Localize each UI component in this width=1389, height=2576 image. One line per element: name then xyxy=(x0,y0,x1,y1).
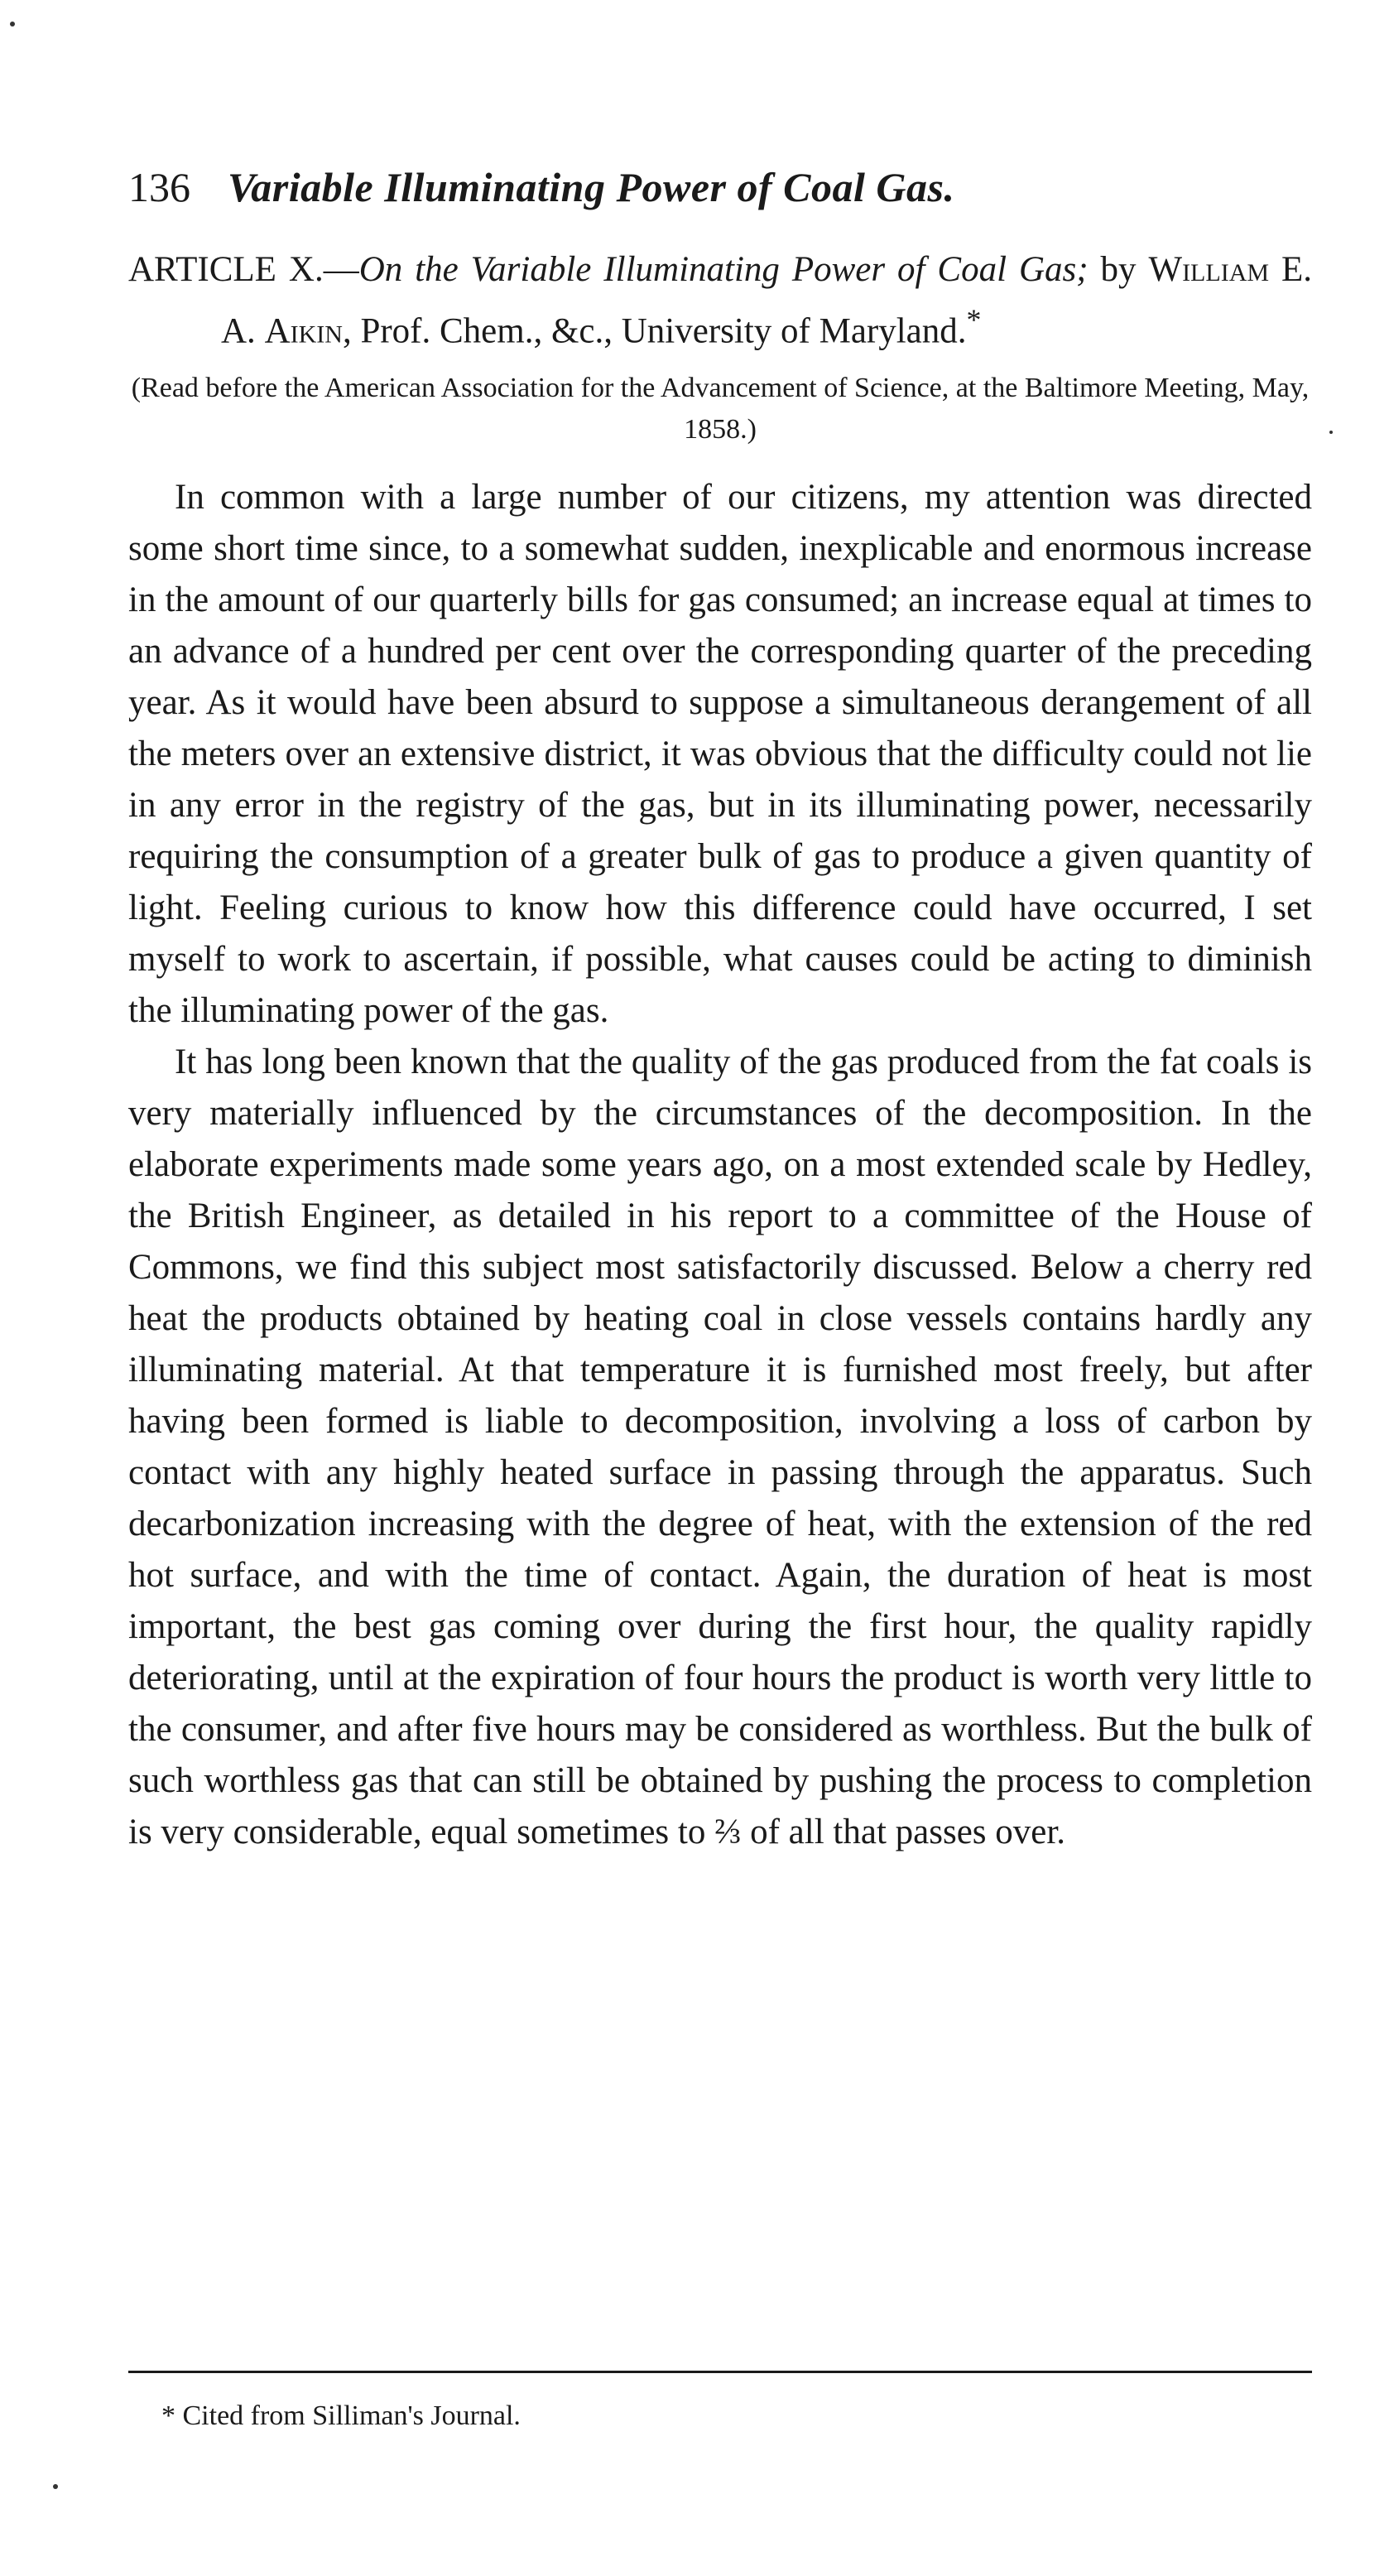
paragraph-1: In common with a large number of our citizens, my attention was directed some short time since, to a somewhat sudden, inexplicable and enormous increase in the amount of our quarterly bills for gas consumed; an increase equal at times to an advance of a hundred per cent over the corresponding quarter of the preceding year. As it would have been absurd to suppose a simultaneous derangement of all the meters over an extensive district, it was obvious that the difficulty could not lie in any error in the registry of the gas, but in its illuminating power, necessarily requiring the consumption of a greater bulk of gas to produce a given quantity of light. Feeling curious to know how this difference could have occurred, I set myself to work to ascertain, if possible, what causes could be acting to diminish the illuminating power of the gas. xyxy=(128,478,1312,1031)
page-header xyxy=(128,162,1312,212)
page-number: 136 xyxy=(128,164,190,210)
footnote xyxy=(161,2397,1312,2435)
article xyxy=(128,245,1312,1858)
footnote-text: Cited from Silliman's Journal. xyxy=(175,2400,521,2431)
by-word: by xyxy=(1088,250,1149,289)
author-affiliation: , Prof. Chem., &c., University of Maryland. xyxy=(342,311,967,351)
footnote-divider xyxy=(128,2371,1312,2373)
footnote-marker: * xyxy=(161,2400,175,2431)
author-initials: E. A. xyxy=(221,250,1312,351)
print-speck xyxy=(1329,431,1333,434)
running-title: Variable Illuminating Power of Coal Gas. xyxy=(228,164,955,210)
print-speck xyxy=(53,2484,58,2489)
article-title: On the Variable Illuminating Power of Coal Gas; xyxy=(358,250,1089,289)
footnote-reference: * xyxy=(966,303,982,336)
article-heading xyxy=(128,245,1312,356)
article-body xyxy=(128,472,1312,1858)
read-note: (Read before the American Association for the Advancement of Science, at the Baltimore Meeting, May, 1858.) xyxy=(131,373,1310,445)
author-first-name: William xyxy=(1148,250,1270,289)
print-speck xyxy=(10,22,15,26)
author-last-name: Aikin xyxy=(264,311,343,351)
paragraph-2: It has long been known that the quality of the gas produced from the fat coals is very materially influenced by the circumstances of the decomposition. In the elaborate experiments made some years ago, on a most extended scale by Hedley, the British Engineer, as detailed in his report to a committee of the House of Commons, we find this subject most satisfactorily discussed. Below a cherry red heat the products obtained by heating coal in close vessels contains hardly any illuminating material. At that temperature it is furnished most freely, but after having been formed is liable to decomposition, involving a loss of carbon by contact with any highly heated surface in passing through the apparatus. Such decarbonization increasing with the degree of heat, with the extension of the red hot surface, and with the time of contact. Again, the duration of heat is most important, the best gas coming over during the first hour, the quality rapidly deteriorating, until at the expiration of four hours the product is worth very little to the consumer, and after five hours may be considered as worthless. But the bulk of such worthless gas that can still be obtained by pushing the process to completion is very considerable, equal sometimes to ⅔ of all that passes over. xyxy=(128,1042,1312,1852)
title-dash: — xyxy=(323,250,359,289)
article-label: ARTICLE X. xyxy=(128,250,324,289)
